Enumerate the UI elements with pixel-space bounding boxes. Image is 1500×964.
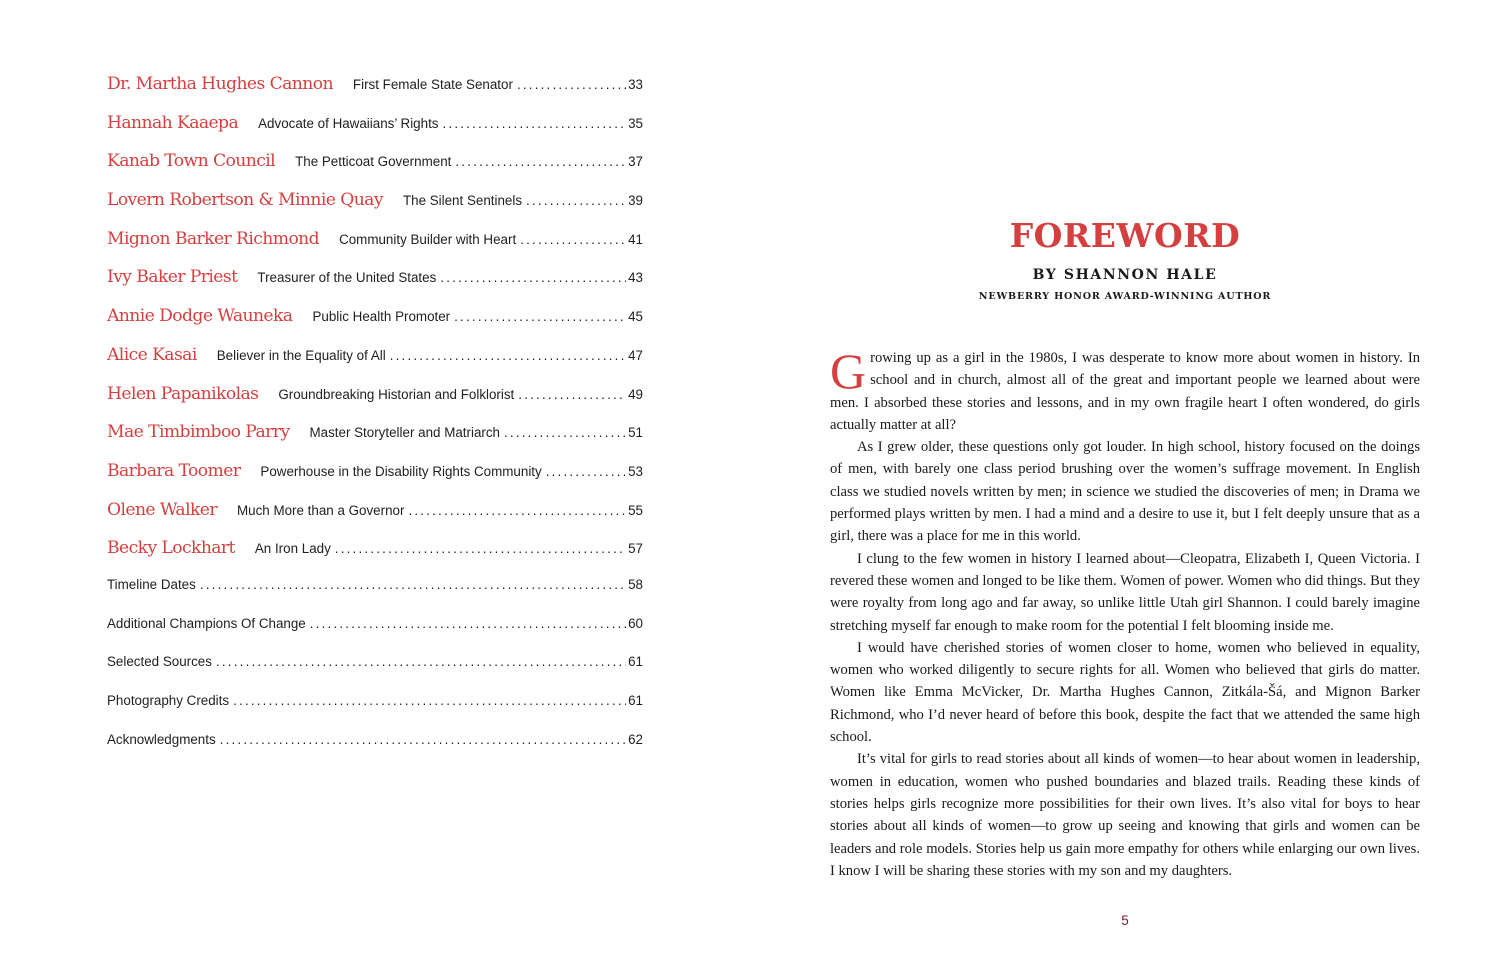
foreword-paragraph: As I grew older, these questions only got louder. In high school, history focused on the doings of men, with barely one class period brushing over the women’s suffrage movement. In English class we studied novels written by men; in science we studied the discoveries of men; in Drama we performed plays written by men. I had a mind and a desire to use it, but I felt deeply unsure that as a girl, there was a place for me in this world. [830,439,1420,545]
toc-entry [107,422,643,461]
toc-entry-name: Ivy Baker Priest [107,267,238,288]
toc-entry-title: Master Storyteller and Matriarch [309,425,500,441]
toc-entry-page: 39 [628,193,643,209]
toc-leader-dots [526,193,626,208]
toc-entry-page: 41 [628,231,643,247]
toc-entry-page: 62 [628,731,643,747]
toc-entry-page: 51 [628,425,643,441]
toc-leader-dots [216,654,626,669]
toc-entry-name: Lovern Robertson & Minnie Quay [107,190,383,211]
toc-leader-dots [504,425,626,440]
toc-entry-page: 55 [628,502,643,518]
toc-entry [107,267,643,306]
toc-entry-name: Olene Walker [107,499,217,520]
toc-entry-name: Helen Papanikolas [107,383,259,404]
toc-entry-page: 37 [628,154,643,170]
page-number: 5 [1121,913,1129,928]
toc-entry [107,151,643,190]
toc-entry-page: 53 [628,463,643,479]
toc-entry [107,306,643,345]
foreword-paragraph: It’s vital for girls to read stories about all kinds of women—to hear about women in leadership, women in education, women who pushed boundaries and blazed trails. Reading these kinds of stories helps girls recognize more possibilities for their own lives. It’s also vital for boys to hear stories about all kinds of women—to grow up seeing and knowing that girls and women can be leaders and role models. Stories help us gain more empathy for others while enlarging our own lives. I know I will be sharing these stories with my son and my daughters. [830,751,1420,879]
toc-entry-page: 58 [628,576,643,592]
toc-entry [107,500,643,539]
toc-entry [107,229,643,268]
toc-entry [107,384,643,423]
foreword-author-subtitle: NEWBERRY HONOR AWARD-WINNING AUTHOR [978,291,1272,302]
toc-entry-title: The Silent Sentinels [402,193,523,209]
toc-entry-title: Public Health Promoter [312,309,451,325]
toc-leader-dots [443,116,627,131]
toc-entry-name: Becky Lockhart [107,538,235,559]
toc-back-matter-entry [107,732,643,771]
toc-entry [107,74,643,113]
toc-leader-dots [390,348,626,363]
toc-entry [107,461,643,500]
toc-entry-title: First Female State Senator [352,77,513,92]
toc-back-matter-entry [107,616,643,655]
foreword-paragraph: I clung to the few women in history I learned about—Cleopatra, Elizabeth I, Queen Victoria. I revered these women and longed to be like them. Women of power. Women who did things. But they were royalty from long ago and far away, so unlike little Utah girl Shannon. I could barely imagine stretching myself far enough to make room for the potential I felt blooming inside me. [830,550,1420,634]
toc-leader-dots [233,693,626,708]
toc-entry-title: An Iron Lady [254,541,331,557]
toc-back-matter-entry [107,693,643,732]
toc-entry [107,190,643,229]
toc-entry-title: The Petticoat Government [295,154,452,170]
toc-entry-page: 43 [628,270,643,286]
toc-entry-page: 60 [628,615,643,631]
toc-leader-dots [518,387,626,402]
table-of-contents [107,74,643,770]
toc-leader-dots [520,232,626,247]
toc-entry-title: Selected Sources [107,654,212,670]
toc-entry-name: Annie Dodge Wauneka [107,306,293,327]
foreword-byline: BY SHANNON HALE [1032,267,1218,283]
toc-entry-name: Hannah Kaaepa [107,112,239,133]
toc-entry-title: Advocate of Hawaiians’ Rights [258,115,439,131]
toc-back-matter-entry [107,654,643,693]
toc-leader-dots [440,270,626,285]
toc-entry-page: 61 [628,693,643,708]
toc-entry-title: Community Builder with Heart [339,231,517,247]
toc-entry-title: Believer in the Equality of All [216,347,386,363]
toc-leader-dots [517,77,626,92]
toc-entry [107,538,643,577]
toc-entry-page: 33 [628,77,643,92]
toc-entry-title: Powerhouse in the Disability Rights Community [260,463,542,479]
toc-back-matter-entry [107,577,643,616]
toc-leader-dots [454,309,626,324]
toc-entry-page: 45 [628,309,643,325]
toc-entry [107,345,643,384]
toc-entry-name: Mae Timbimboo Parry [107,422,290,443]
toc-leader-dots [220,732,626,747]
toc-leader-dots [546,464,626,479]
toc-entry-name: Mignon Barker Richmond [107,228,320,249]
toc-entry-title: Treasurer of the United States [257,270,437,286]
toc-leader-dots [335,541,626,556]
toc-entry-title: Timeline Dates [107,576,196,592]
toc-entry-name: Alice Kasai [107,344,197,365]
toc-entry-page: 49 [628,386,643,402]
toc-entry-title: Much More than a Governor [236,502,405,518]
toc-entry [107,113,643,152]
toc-leader-dots [200,577,626,592]
toc-entry-page: 57 [628,541,643,557]
toc-leader-dots [455,154,626,169]
toc-leader-dots [408,503,626,518]
foreword-body [830,343,1420,882]
toc-entry-title: Photography Credits [107,693,230,708]
toc-entry-page: 61 [628,654,643,670]
toc-leader-dots [310,616,626,631]
toc-entry-name: Barbara Toomer [107,460,241,481]
foreword-paragraph-text: rowing up as a girl in the 1980s, I was desperate to know more about women in history. In school and in church, almost all of the great and important people we learned about were men. I absorbed these stories and lessons, and in my own fragile heart I often wondered, do girls actually matter at all? [830,350,1420,433]
toc-entry-title: Additional Champions Of Change [107,615,306,631]
toc-entry-title: Acknowledgments [107,731,216,747]
toc-entry-page: 47 [628,347,643,363]
toc-entry-title: Groundbreaking Historian and Folklorist [278,386,515,402]
foreword-paragraph: I would have cherished stories of women closer to home, women who believed in equality, women who worked diligently to secure rights for all. Women who believed that girls do matter. Women like Emma McVicker, Dr. Martha Hughes Cannon, Zitkála-Šá, and Mignon Barker Richmond, who I’d never heard of before this book, despite the fact that we attended the same high school. [830,639,1420,746]
foreword-paragraph [830,343,1420,436]
drop-cap: G [830,343,867,399]
toc-entry-page: 35 [628,115,643,131]
toc-entry-name: Kanab Town Council [107,151,276,172]
toc-entry-name: Dr. Martha Hughes Cannon [107,74,333,94]
foreword-heading: FOREWORD [1009,216,1241,255]
